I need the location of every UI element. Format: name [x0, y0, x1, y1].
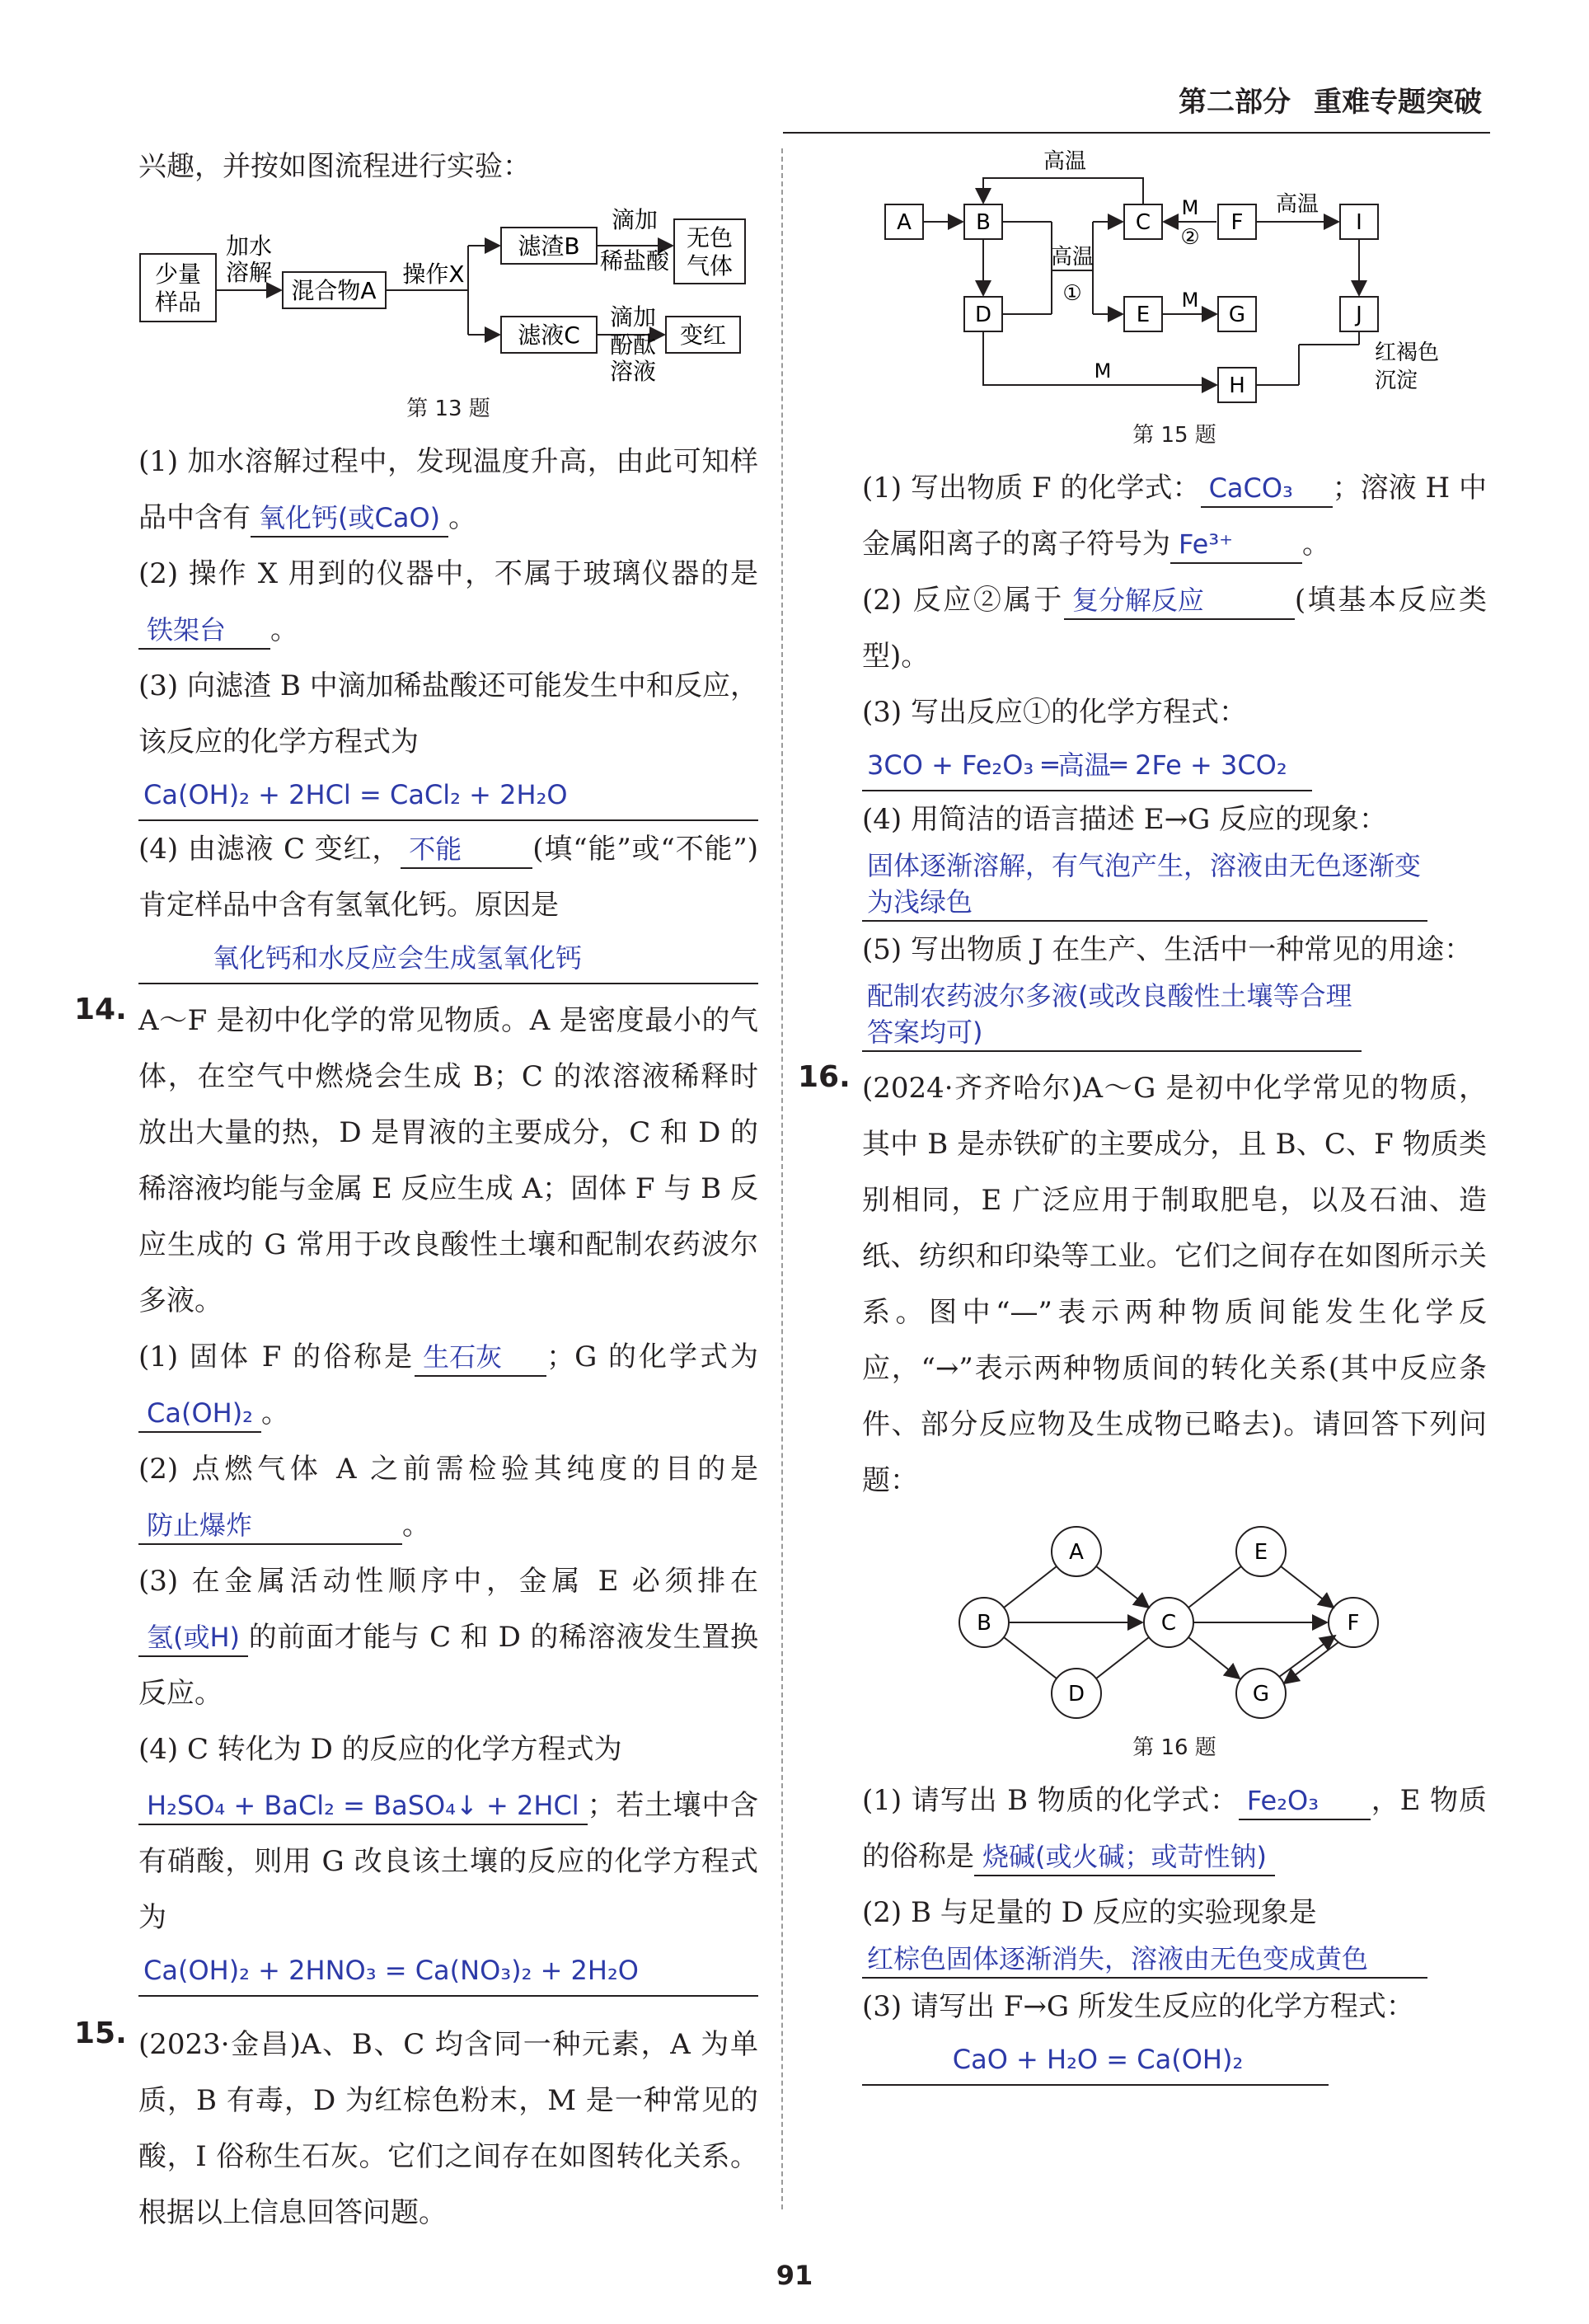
q14-p1-answer2: Ca(OH)₂: [138, 1395, 261, 1433]
q15-fi-label: 高温: [1275, 192, 1319, 217]
q15-node-f: F: [1230, 210, 1244, 235]
q13-gas-2: 气体: [686, 252, 734, 279]
q14-p4-b: ；若土壤中含有硝酸，则用 G 改良该土壤的反应的化学方程式为: [138, 1789, 758, 1934]
q15-node-h: H: [1229, 373, 1245, 398]
q16-p1-b: ，E 物质的俗称是: [862, 1784, 1487, 1873]
q13-p1-text: (1) 加水溶解过程中，发现温度升高，由此可知样品中含有: [138, 445, 758, 534]
q13-p4-text-a: (4) 由滤液 C 变红，: [138, 833, 401, 866]
q15-circle1: ①: [1062, 281, 1082, 306]
q15-p5-answer: 配制农药波尔多液(或改良酸性土壤等合理答案均可): [862, 978, 1362, 1052]
q13-sample-1: 少量: [154, 261, 202, 288]
q15-p1-a: (1) 写出物质 F 的化学式：: [862, 472, 1201, 505]
q16-node-b: B: [977, 1611, 991, 1636]
q14-p3-a: (3) 在金属活动性顺序中，金属 E 必须排在: [138, 1565, 758, 1598]
q14: [74, 993, 758, 1997]
q14-p3-b: 的前面才能与 C 和 D 的稀溶液发生置换反应。: [138, 1621, 758, 1710]
q16-node-c: C: [1160, 1611, 1177, 1636]
header-part: 第二部分: [1179, 86, 1291, 119]
q13-step1-2: 溶解: [225, 259, 273, 286]
q13-part4: [138, 821, 758, 933]
q15-j-label-1: 红褐色: [1375, 340, 1440, 365]
q13-residue: 滤渣B: [518, 232, 580, 260]
q13-phenol-3: 溶液: [609, 358, 657, 384]
q15-j-label-2: 沉淀: [1375, 369, 1418, 393]
q14-stem: A～F 是初中化学的常见物质。A 是密度最小的气体，在空气中燃烧会生成 B；C 的浓溶液稀释时放出大量的热，D 是胃液的主要成分，C 和 D 的稀溶液均能与金属 E 反应生成 A；固体 F 与 B 反应生成的 G 常用于改良酸性土壤和配制农药波尔多液。: [138, 1004, 758, 1317]
q15-flow-diagram: [862, 139, 1487, 411]
q15-caption: 第 15 题: [1132, 423, 1216, 448]
q13-phenol-1: 滴加: [609, 303, 657, 331]
q15-node-e: E: [1136, 303, 1151, 327]
q14-number: 14.: [74, 993, 127, 1026]
q15-mid-label: 高温: [1050, 245, 1094, 270]
q14-p1-b: ；G 的化学式为: [546, 1340, 758, 1373]
q14-p2-answer: 防止爆炸: [138, 1507, 402, 1545]
q13-gas-1: 无色: [686, 224, 734, 251]
header-title: 重难专题突破: [1314, 86, 1482, 119]
q14-part1: (1) 固体 F 的俗称是 生石灰 ；G 的化学式为Ca(OH)₂ 。: [138, 1329, 758, 1441]
q13-p2-text: (2) 操作 X 用到的仪器中，不属于玻璃仪器的是: [138, 557, 758, 590]
q14-part3: [138, 1553, 758, 1721]
q15-stem: (2023·金昌)A、B、C 均含同一种元素，A 为单质，B 有毒，D 为红棕色粉末，M 是一种常见的酸，I 俗称生石灰。它们之间存在如图转化关系。根据以上信息回答问题。: [138, 2028, 758, 2229]
q16-p3-answer: CaO + H₂O = Ca(OH)₂: [862, 2035, 1329, 2086]
q15-circle2: ②: [1180, 225, 1200, 250]
q15-node-g: G: [1228, 303, 1246, 327]
q15-p1-b: ；溶液 H 中金属阳离子的离子符号为: [862, 472, 1487, 561]
q16-node-d: D: [1067, 1682, 1085, 1707]
q13-phenol-2: 酚酞: [609, 331, 657, 359]
q13-p4-answer: 不能: [401, 831, 532, 869]
q16: [798, 1060, 1487, 2086]
q15: [74, 2016, 758, 2241]
q13-acid-1: 滴加: [611, 206, 659, 233]
q14-p2-text: (2) 点燃气体 A 之前需检验其纯度的目的是: [138, 1453, 758, 1486]
q15-p4-answer: 固体逐渐溶解，有气泡产生，溶液由无色逐渐变为浅绿色: [862, 847, 1427, 922]
q15-p1-answer2: Fe³⁺: [1170, 526, 1302, 564]
q13-red: 变红: [679, 322, 727, 349]
right-column: [798, 139, 1488, 2086]
q16-p1-answer2: 烧碱(或火碱；或苛性钠): [974, 1838, 1275, 1876]
q15-node-c: C: [1135, 210, 1151, 235]
q15-m-label-eg: M: [1181, 289, 1199, 312]
q15-p3-answer: 3CO + Fe₂O₃ ═高温═ 2Fe + 3CO₂: [862, 740, 1312, 791]
q15-part4: (4) 用简洁的语言描述 E→G 反应的现象：: [862, 803, 1388, 836]
q13-flow-diagram: [138, 195, 758, 384]
q15-p1-answer1: CaCO₃: [1201, 470, 1333, 508]
q13-caption: 第 13 题: [406, 397, 490, 421]
q13-sample-2: 样品: [154, 289, 202, 316]
page-number: 91: [776, 2260, 813, 2291]
q13-step1-1: 加水: [225, 232, 273, 260]
q15-node-b: B: [976, 210, 991, 235]
q16-node-g: G: [1252, 1682, 1270, 1707]
q14-p1-answer1: 生石灰: [415, 1339, 546, 1377]
q15-node-j: J: [1356, 303, 1362, 327]
left-column: [74, 139, 758, 2241]
q14-p3-answer: 氢(或H): [138, 1619, 248, 1657]
q14-p4-answer2: Ca(OH)₂ + 2HNO₃ = Ca(NO₃)₂ + 2H₂O: [138, 1946, 758, 1997]
q16-stem: (2024·齐齐哈尔)A～G 是初中化学常见的物质，其中 B 是赤铁矿的主要成分，且 B、C、F 物质类别相同，E 广泛应用于制取肥皂，以及石油、造纸、纺织和印染等工业。它们之间存在如图所示关系。图中“—”表示两种物质间能发生化学反应，“→”表示两种物质间的转化关系(其中反应条件、部分反应物及生成物已略去)。请回答下列问题：: [862, 1072, 1487, 1497]
header-rule: [783, 132, 1490, 134]
q15-top-label: 高温: [1043, 149, 1087, 174]
q15-number: 15.: [74, 2016, 127, 2050]
q16-caption: 第 16 题: [1132, 1735, 1216, 1760]
q13-intro: 兴趣，并按如图流程进行实验：: [138, 150, 531, 183]
q13-filtrate: 滤液C: [518, 322, 580, 349]
q15-m-label-dh: M: [1094, 359, 1112, 383]
q13-p4-text-b: (填“能”或“不能”)肯定样品中含有氢氧化钙。原因是: [138, 833, 758, 922]
q13-opx: 操作X: [402, 261, 465, 288]
q16-part2: (2) B 与足量的 D 反应的实验现象是: [862, 1896, 1317, 1929]
q16-p2-answer: 红棕色固体逐渐消失，溶液由无色变成黄色: [862, 1941, 1427, 1979]
q15-node-i: I: [1356, 210, 1362, 235]
q13-part3: (3) 向滤渣 B 中滴加稀盐酸还可能发生中和反应，该反应的化学方程式为: [138, 669, 758, 758]
q16-node-f: F: [1347, 1611, 1360, 1636]
q15-part3: (3) 写出反应①的化学方程式：: [862, 696, 1247, 729]
q16-p1-answer1: Fe₂O₃: [1239, 1782, 1371, 1820]
q15-p2-b: (填基本反应类型)。: [862, 584, 1488, 673]
q13-p3-answer: Ca(OH)₂ + 2HCl = CaCl₂ + 2H₂O: [138, 770, 758, 821]
q13-mixture: 混合物A: [291, 277, 377, 304]
q16-part1: [862, 1772, 1487, 1885]
q14-part4-line2: [138, 1777, 758, 1946]
q16-p1-a: (1) 请写出 B 物质的化学式：: [862, 1784, 1239, 1817]
q16-node-a: A: [1069, 1540, 1084, 1565]
q14-p4-answer: H₂SO₄ + BaCl₂ = BaSO₄↓ + 2HCl: [138, 1787, 588, 1825]
q13-p4-reason: 氧化钙和水反应会生成氢氧化钙: [138, 933, 758, 984]
q13-part1: (1) 加水溶解过程中，发现温度升高，由此可知样品中含有 氧化钙(或CaO) 。: [138, 434, 758, 546]
q16-relation-diagram: [862, 1509, 1487, 1723]
q16-node-e: E: [1254, 1540, 1268, 1565]
q15-part1: (1) 写出物质 F 的化学式： CaCO₃ ；溶液 H 中金属阳离子的离子符号为 Fe³⁺ 。: [862, 460, 1487, 572]
q15-p2-answer: 复分解反应: [1064, 582, 1295, 620]
q15-node-a: A: [897, 210, 912, 235]
q13-p2-answer: 铁架台: [138, 612, 270, 650]
q15-part2: [862, 572, 1487, 684]
q13-part2: (2) 操作 X 用到的仪器中，不属于玻璃仪器的是铁架台 。: [138, 546, 758, 658]
q16-number: 16.: [798, 1060, 851, 1094]
q13-p1-answer: 氧化钙(或CaO): [251, 500, 448, 538]
q14-part4: (4) C 转化为 D 的反应的化学方程式为: [138, 1733, 622, 1766]
q15-m-label-cf: M: [1181, 196, 1199, 219]
column-divider: [781, 148, 783, 2209]
q15-p2-a: (2) 反应②属于: [862, 584, 1064, 617]
q13-acid-2: 稀盐酸: [599, 247, 670, 275]
q14-part2: (2) 点燃气体 A 之前需检验其纯度的目的是防止爆炸 。: [138, 1441, 758, 1553]
q15-node-d: D: [974, 303, 992, 327]
q16-part3: (3) 请写出 F→G 所发生反应的化学方程式：: [862, 1990, 1414, 2023]
page-header: [1179, 79, 1482, 120]
q15-part5: (5) 写出物质 J 在生产、生活中一种常见的用途：: [862, 933, 1473, 966]
q14-p1-a: (1) 固体 F 的俗称是: [138, 1340, 415, 1373]
